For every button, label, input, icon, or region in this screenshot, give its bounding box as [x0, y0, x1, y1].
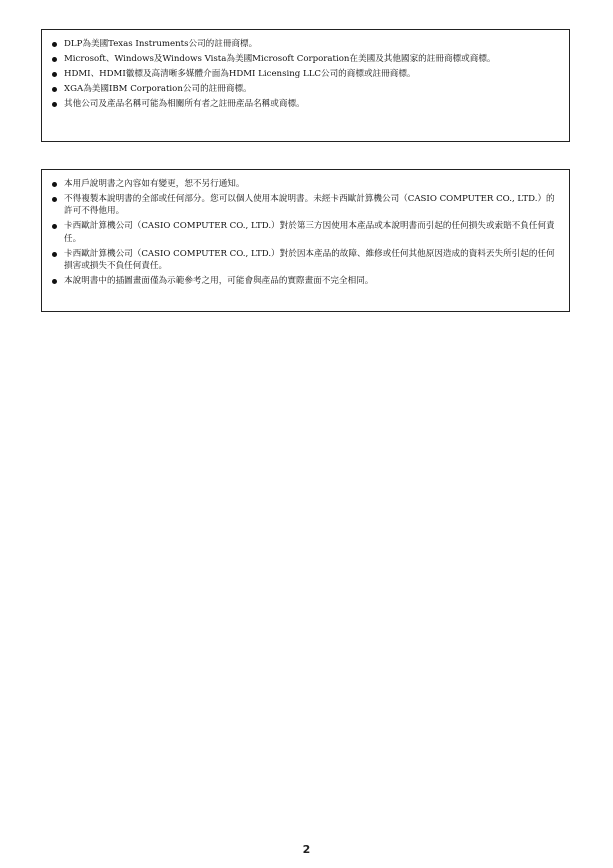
- list-item-text: 不得複製本說明書的全部或任何部分。您可以個人使用本說明書。未經卡西歐計算機公司（CASIO COMPUTER CO., LTD.）的許可不得他用。: [64, 194, 555, 217]
- list-item-text: Microsoft、Windows及Windows Vista為美國Microsoft Corporation在美國及其他國家的註冊商標或商標。: [64, 54, 496, 64]
- trademark-notice-box: [41, 29, 570, 142]
- trademark-list: [52, 38, 557, 110]
- list-item-text: XGA為美國IBM Corporation公司的註冊商標。: [64, 84, 252, 94]
- bullet-icon: [52, 42, 57, 47]
- list-item-text: 其他公司及產品名稱可能為相關所有者之註冊產品名稱或商標。: [64, 99, 305, 109]
- list-item: [52, 193, 557, 218]
- list-item-text: 卡西歐計算機公司（CASIO COMPUTER CO., LTD.）對於第三方因使用本產品或本說明書而引起的任何損失或索賠不負任何責任。: [64, 221, 555, 244]
- list-item: [52, 275, 557, 287]
- notice-list: [52, 178, 557, 288]
- list-item-text: DLP為美國Texas Instruments公司的註冊商標。: [64, 39, 258, 49]
- bullet-icon: [52, 87, 57, 92]
- bullet-icon: [52, 57, 57, 62]
- bullet-icon: [52, 102, 57, 107]
- bullet-icon: [52, 252, 57, 257]
- list-item: [52, 68, 557, 80]
- list-item: [52, 38, 557, 50]
- list-item: [52, 83, 557, 95]
- bullet-icon: [52, 182, 57, 187]
- bullet-icon: [52, 224, 57, 229]
- bullet-icon: [52, 197, 57, 202]
- list-item: [52, 220, 557, 245]
- list-item-text: 卡西歐計算機公司（CASIO COMPUTER CO., LTD.）對於因本產品的故障、維修或任何其他原因造成的資料丟失所引起的任何損害或損失不負任何責任。: [64, 248, 555, 272]
- list-item-text: 本用戶說明書之內容如有變更，恕不另行通知。: [64, 179, 245, 189]
- list-item: [52, 53, 557, 65]
- list-item: [52, 248, 557, 273]
- list-item-text: 本說明書中的插圖畫面僅為示範參考之用，可能會與產品的實際畫面不完全相同。: [64, 276, 374, 287]
- list-item: [52, 178, 557, 190]
- list-item: [52, 98, 557, 110]
- list-item-text: HDMI、HDMI徽標及高清晰多媒體介面為HDMI Licensing LLC公司的商標或註冊商標。: [64, 69, 416, 79]
- bullet-icon: [52, 279, 57, 284]
- legal-notice-box: [41, 169, 570, 312]
- bullet-icon: [52, 72, 57, 77]
- page-number: 2: [302, 843, 311, 856]
